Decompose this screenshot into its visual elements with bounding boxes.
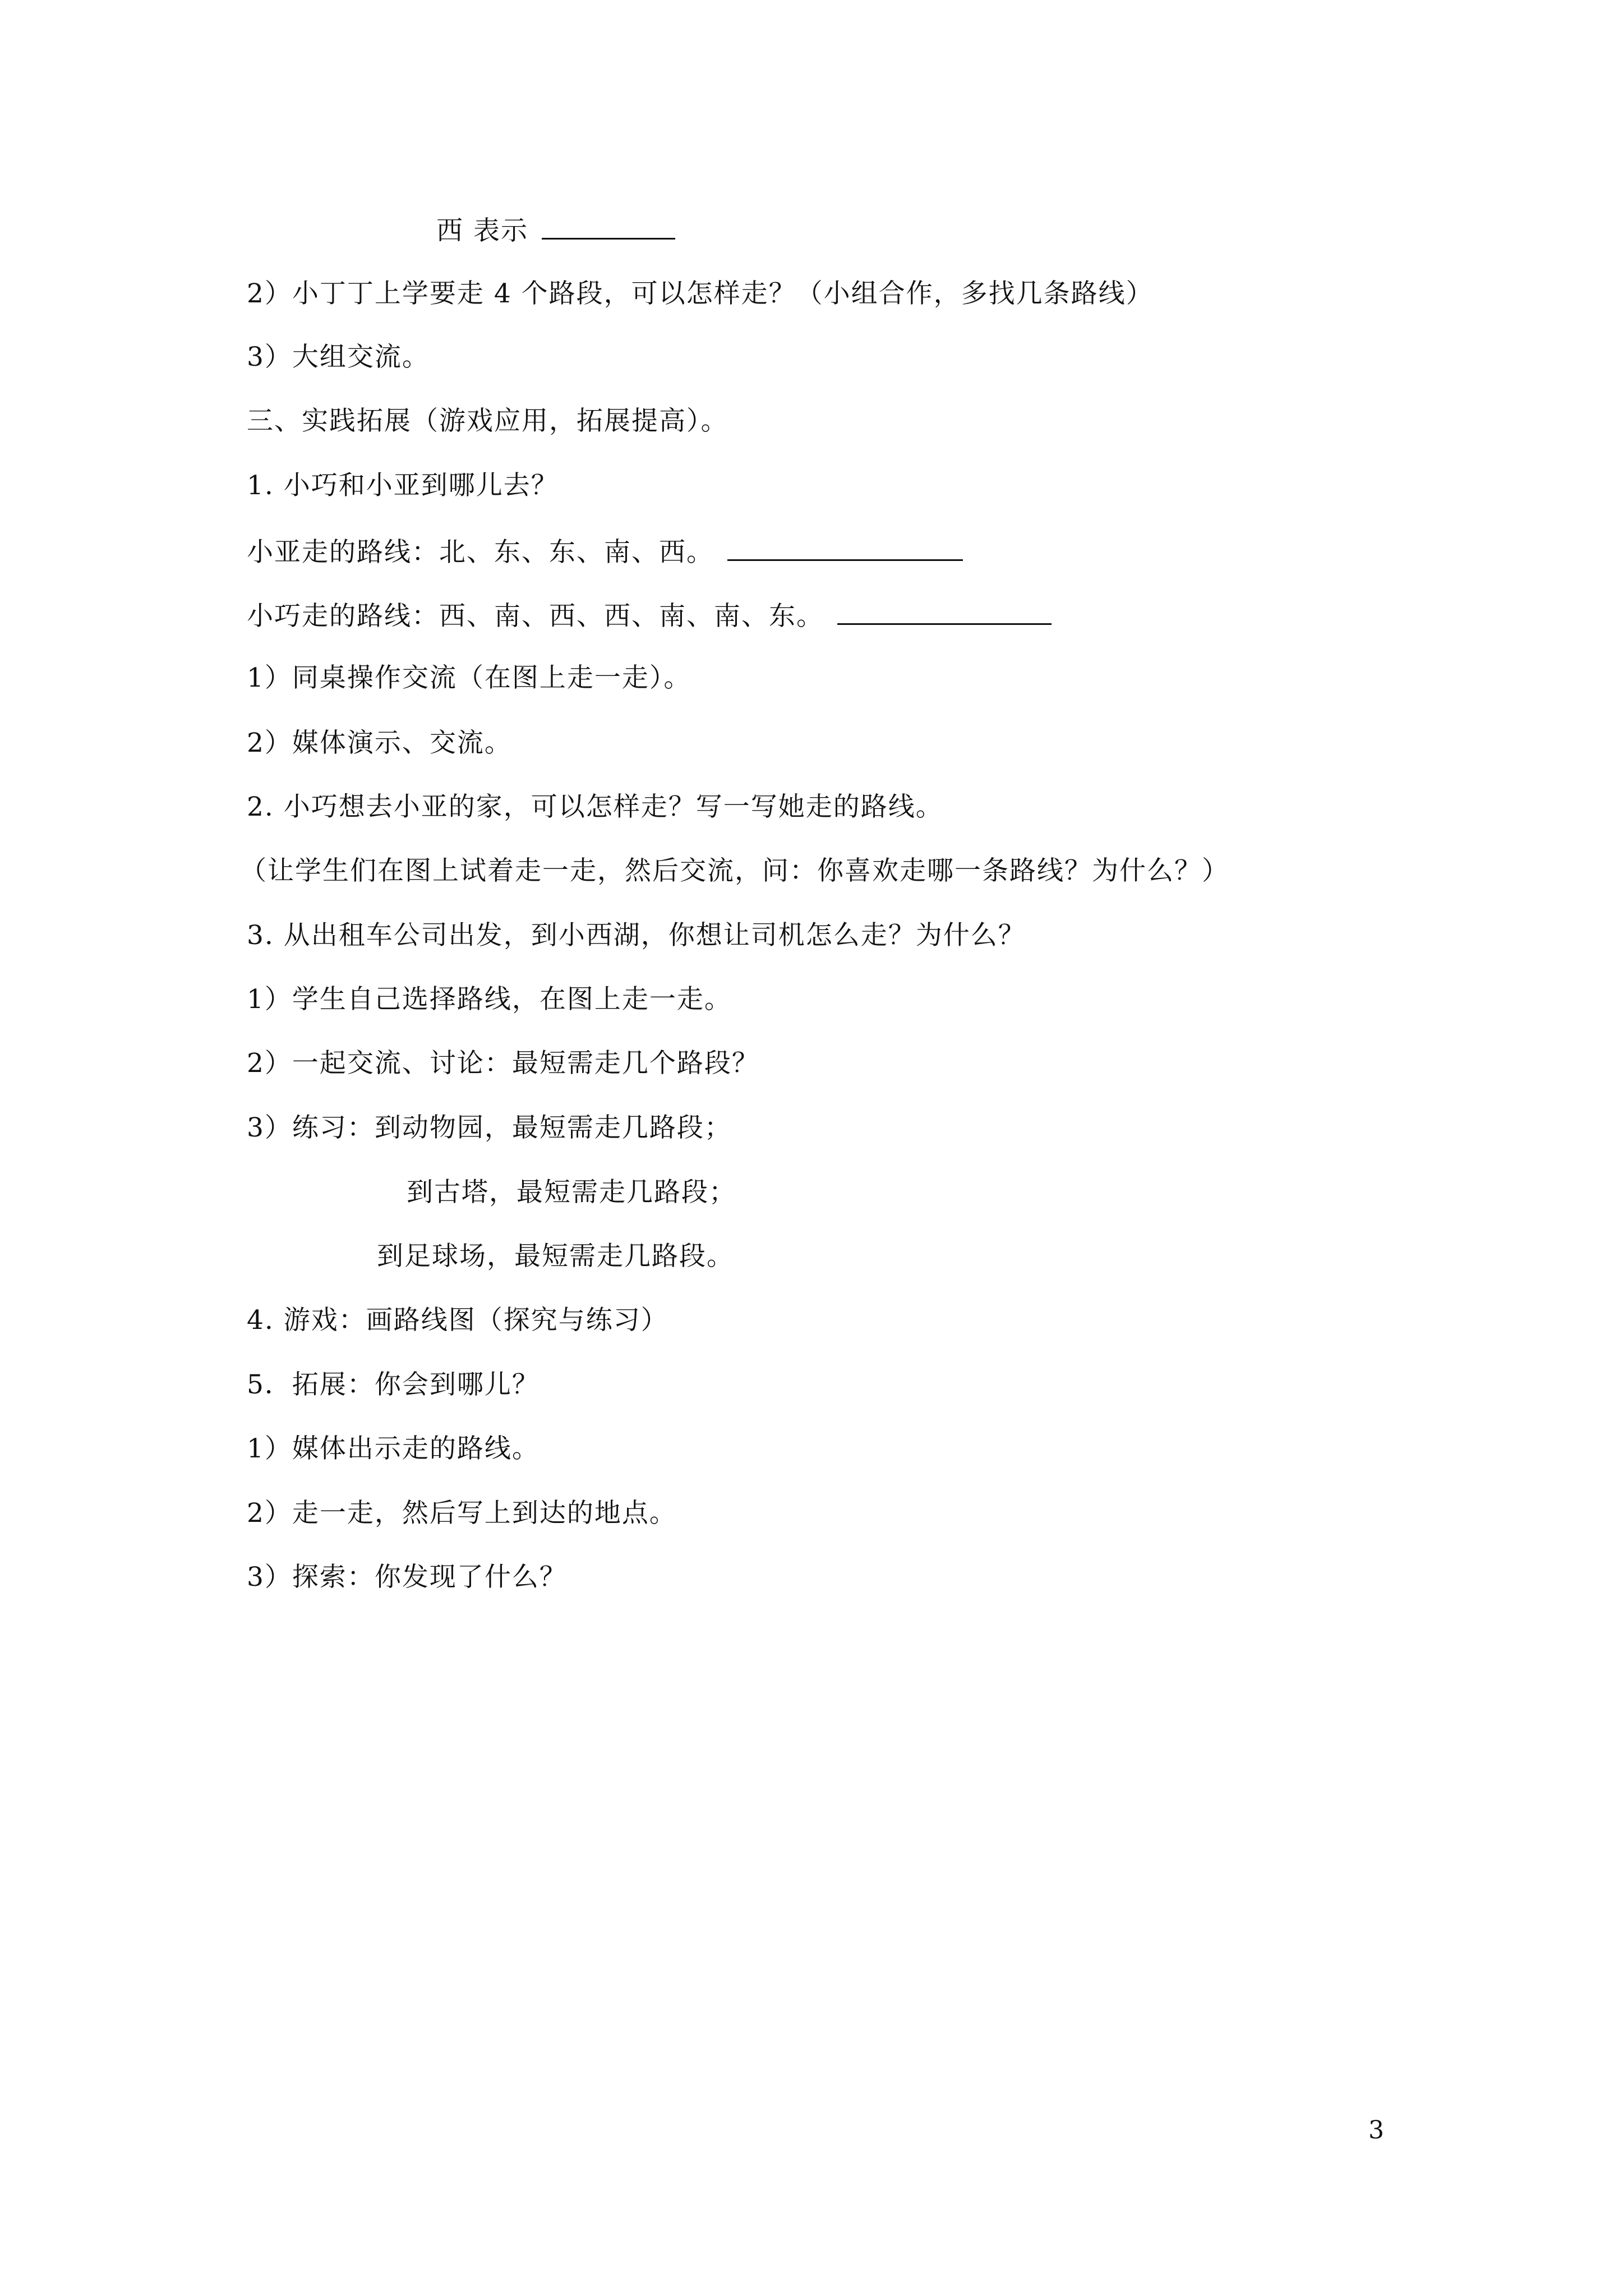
text-content: 2. 小巧想去小亚的家，可以怎样走？写一写她走的路线。 [247,792,943,822]
text-content: 1）媒体出示走的路线。 [247,1433,540,1464]
text-line-teacher-note [240,854,1229,888]
text-line-item-3-discuss [247,341,430,374]
text-content: 小巧走的路线：西、南、西、西、南、南、东。 [247,601,824,632]
text-line-practice-football [377,1240,734,1273]
text-line-walk-write [247,1497,677,1530]
text-content: 3. 从出租车公司出发，到小西湖，你想让司机怎么走？为什么？ [247,920,1026,951]
text-line-xiaoya-route [247,533,963,569]
text-content: 2）走一走，然后写上到达的地点。 [247,1498,677,1529]
text-content: 1）同桌操作交流（在图上走一走）。 [247,662,691,693]
text-content: 2）媒体演示、交流。 [247,728,512,758]
text-line-discussion [247,1047,759,1080]
text-line-choose-route [247,983,732,1016]
text-line-question-3 [247,919,1026,953]
text-content: 1）学生自己选择路线，在图上走一走。 [247,984,732,1015]
text-content: 3）大组交流。 [247,342,430,372]
text-content: 4. 游戏：画路线图（探究与练习） [247,1305,668,1336]
text-content: （让学生们在图上试着走一走，然后交流，问：你喜欢走哪一条路线？为什么？） [240,855,1229,886]
answer-blank-west [542,212,675,240]
text-content: 3）探索：你发现了什么？ [247,1562,567,1593]
text-content: 到古塔，最短需走几路段； [407,1177,736,1208]
text-line-xiaoqiao-route [247,597,1052,633]
text-line-practice-pagoda [407,1176,736,1209]
text-content: 3）练习：到动物园，最短需走几路段； [247,1112,732,1143]
text-line-west-direction [436,212,675,248]
answer-blank-xiaoqiao [837,597,1052,625]
section-heading-practice [247,404,728,438]
text-line-extension [247,1368,540,1402]
text-line-question-1 [247,469,559,503]
text-line-game [247,1304,668,1337]
page-number: 3 [1368,2116,1384,2145]
text-line-item-2-route [247,277,1154,311]
text-west-label: 西 表示 [436,215,528,246]
text-content: 到足球场，最短需走几路段。 [377,1241,734,1272]
text-content: 5．拓展：你会到哪儿？ [247,1369,540,1400]
text-line-explore [247,1561,567,1594]
text-line-media-route [247,1432,540,1466]
text-content: 1. 小巧和小亚到哪儿去？ [247,470,559,501]
text-content: 2）一起交流、讨论：最短需走几个路段？ [247,1048,759,1079]
text-line-desk-exchange [247,661,691,695]
text-line-practice-zoo [247,1111,732,1145]
text-line-question-2 [247,790,943,824]
text-line-media-demo [247,726,512,760]
text-content: 2）小丁丁上学要走 4 个路段，可以怎样走？（小组合作，多找几条路线） [247,278,1154,309]
text-content: 小亚走的路线：北、东、东、南、西。 [247,537,714,568]
text-content: 三、实践拓展（游戏应用，拓展提高）。 [247,406,728,436]
answer-blank-xiaoya [727,533,963,561]
